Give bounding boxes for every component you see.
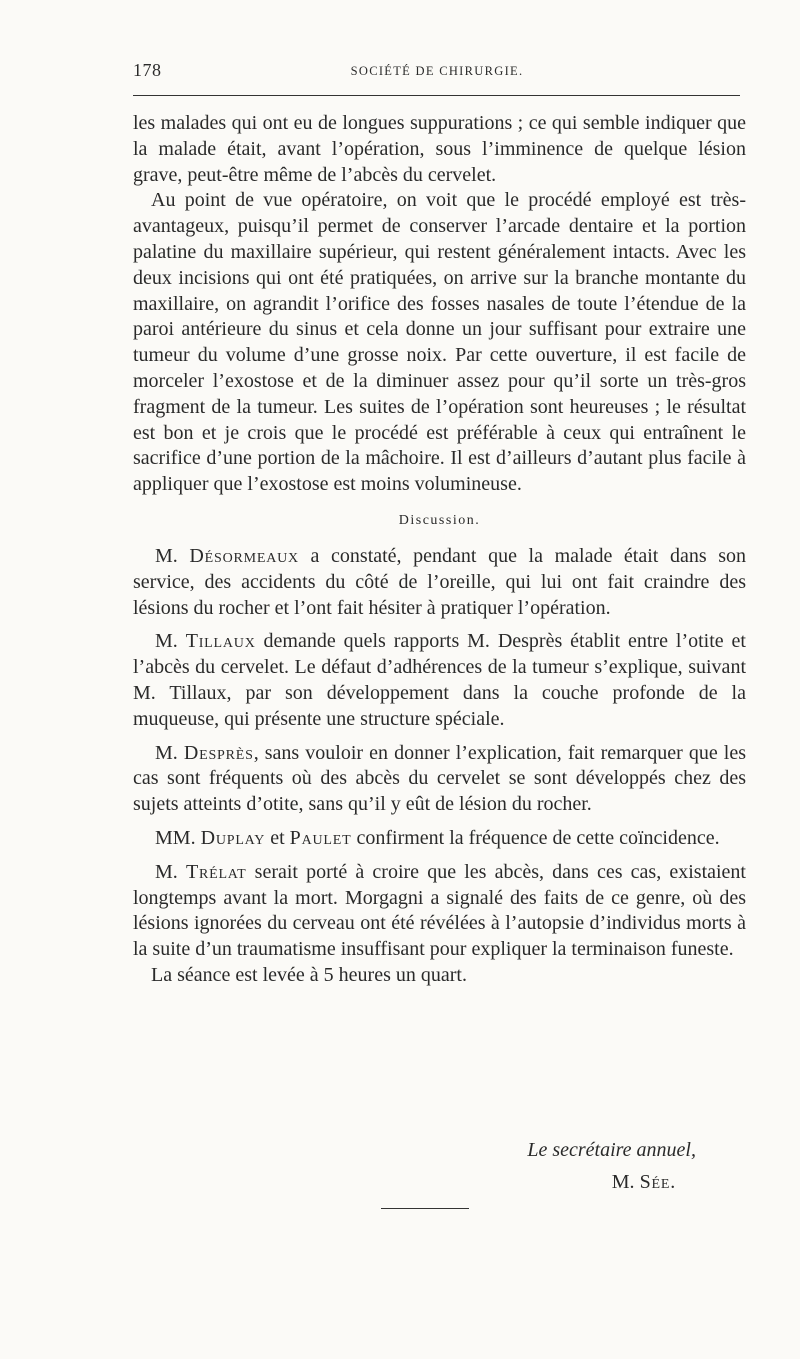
speech-text: confirment la fréquence de cette coïncidence. — [351, 826, 720, 849]
page-number: 178 — [133, 60, 162, 80]
signature-name: Sée. — [639, 1171, 676, 1193]
speaker-name: Désormeaux — [189, 544, 299, 567]
session-closing: La séance est levée à 5 heures un quart. — [151, 963, 467, 986]
speech-connector: et — [265, 826, 290, 849]
running-head — [133, 60, 741, 88]
speech-prefix: M. — [155, 630, 186, 653]
speaker-name: Duplay — [200, 826, 266, 849]
speech-prefix: M. — [155, 860, 186, 883]
speech-text: demande quels rapports M. Desprès établit entre l’otite et l’abcès du cervelet. Le défaut d’adhérences de la tumeur s’explique, suivant M. Tillaux, par son développement dans la couche profonde de la muqueuse, qui présente une structure spéciale. — [133, 630, 746, 730]
speaker-name: Tillaux — [185, 630, 256, 653]
signature-name-prefix: M. — [611, 1171, 640, 1193]
main-text — [133, 111, 746, 989]
end-rule — [381, 1208, 469, 1209]
speech-prefix: M. — [155, 741, 184, 764]
discussion-title: Discussion. — [398, 512, 481, 528]
signature-role: Le secrétaire annuel, — [527, 1139, 696, 1161]
speaker-name: Trélat — [185, 860, 247, 883]
paragraph-operative: Au point de vue opératoire, on voit que le procédé employé est très-avantageux, puisqu’il permet de conserver l’arcade dentaire et la portion palatine du maxillaire supérieur, qui restent généralement intacts. Avec les deux incisions qui ont été pratiquées, on arrive sur la branche montante du maxillaire, on agrandit l’orifice des fosses nasales de toute l’étendue de la paroi antérieure du sinus et cela donne un jour suffisant pour extraire une tumeur du volume d’une grosse noix. Par cette ouverture, il est facile de morceler l’exostose et de la diminuer assez pour qu’il sorte un très-gros fragment de la tumeur. Les suites de l’opération sont heureuses ; le résultat est bon et je crois que le procédé est préférable à ceux qui entraînent le sacrifice d’une portion de la mâchoire. Il est d’ailleurs d’autant plus facile à appliquer que l’exostose est moins volumineuse. — [133, 189, 746, 496]
speech-prefix: MM. — [155, 826, 201, 849]
header-rule — [133, 95, 740, 96]
speech-duplay-paulet — [133, 826, 746, 852]
signature-name-line — [133, 1169, 696, 1195]
signature-block — [133, 1137, 696, 1195]
speech-text: serait porté à croire que les abcès, dans ces cas, existaient longtemps avant la mort. Morgagni a signalé des faits de ce genre, où des lésions ignorées du cerveau ont été révélées à l’autopsie d’individus morts à la suite d’un traumatisme insuffisant pour expliquer la terminaison funeste. — [133, 860, 746, 961]
speech-trelat — [133, 860, 746, 963]
speaker-name: Desprès — [183, 741, 254, 764]
speech-tillaux — [133, 629, 746, 732]
speech-text: a constaté, pendant que la malade était dans son service, des accidents du côté de l’oreille, qui lui ont fait craindre des lésions du rocher et l’ont fait hésiter à pratiquer l’opération. — [133, 544, 746, 619]
speech-prefix: M. — [155, 544, 190, 567]
speaker-name-2: Paulet — [289, 826, 352, 849]
journal-title: SOCIÉTÉ DE CHIRURGIE. — [350, 64, 524, 78]
paragraph-continued: les malades qui ont eu de longues suppurations ; ce qui semble indiquer que la malade était, avant l’opération, sous l’imminence de quelque lésion grave, peut-être même de l’abcès du cervelet. — [133, 112, 746, 186]
speech-desormeaux — [133, 544, 746, 621]
speech-despres — [133, 741, 746, 818]
speech-text: , sans vouloir en donner l’explication, fait remarquer que les cas sont fréquents où des abcès du cervelet se sont développés chez des sujets atteints d’otite, sans qu’il y eût de lésion du rocher. — [133, 741, 746, 816]
